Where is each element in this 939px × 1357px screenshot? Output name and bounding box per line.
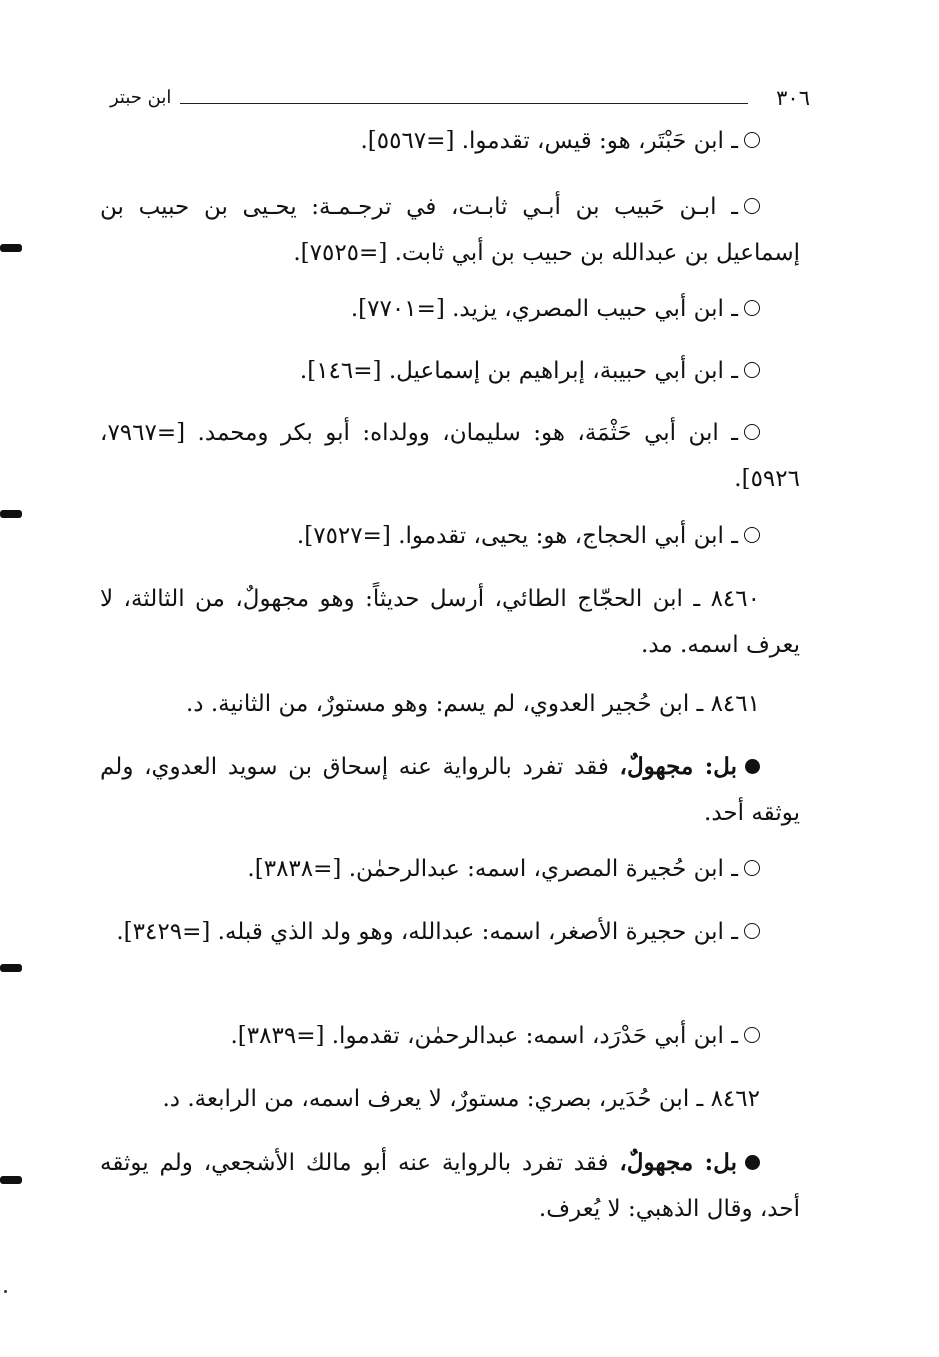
cross-reference-entry <box>100 410 800 502</box>
commentary-entry <box>100 1140 800 1232</box>
commentary-entry <box>100 744 800 836</box>
circle-bullet-icon <box>744 923 760 939</box>
entry-text: فقد تفرد بالرواية عنه أبو مالك الأشجعي، ولم يوثقه أحد، وقال الذهبي: لا يُعرف. <box>100 1150 800 1222</box>
entry-text: ـ ابن حَبْتَر، هو: قيس، تقدموا. [=٥٥٦٧]. <box>360 128 738 154</box>
entry-text: ـ ابن أبي حبيبة، إبراهيم بن إسماعيل. [=١٤٦]. <box>299 358 738 384</box>
circle-bullet-icon <box>744 527 760 543</box>
binding-mark <box>0 244 22 252</box>
entry-text: ـ ابن أبي حبيب المصري، يزيد. [=٧٧٠١]. <box>350 296 738 322</box>
circle-bullet-icon <box>744 424 760 440</box>
binding-mark <box>0 1176 22 1184</box>
circle-bullet-icon <box>744 860 760 876</box>
cross-reference-entry <box>100 286 800 332</box>
page-header <box>110 86 810 112</box>
entry-text: ٨٤٦٠ ـ ابن الحجّاج الطائي، أرسل حديثاً: وهو مجهولٌ، من الثالثة، لا يعرف اسمه. مد. <box>100 586 800 658</box>
circle-bullet-icon <box>744 300 760 316</box>
page-number: ٣٠٦ <box>776 86 810 110</box>
entry-text: ـ ابـن حَبيب بن أبـي ثابـت، في ترجـمـة: يحـيى بن حبيب بن إسماعيل بن عبدالله بن حبيب بن أبي ثابت. [=٧٥٢٥]. <box>100 194 800 266</box>
circle-bullet-icon <box>744 198 760 214</box>
cross-reference-entry <box>100 118 800 164</box>
header-rule <box>180 103 748 104</box>
entry-text: ٨٤٦١ ـ ابن حُجير العدوي، لم يسم: وهو مستورٌ، من الثانية. د. <box>186 691 760 717</box>
cross-reference-entry <box>100 348 800 394</box>
cross-reference-entry <box>100 1013 800 1059</box>
running-title: ابن حبتر <box>110 87 172 108</box>
entry-text: ـ ابن حجيرة الأصغر، اسمه: عبدالله، وهو ولد الذي قبله. [=٣٤٢٩]. <box>116 919 738 945</box>
numbered-entry <box>100 681 800 727</box>
commentary-lead: بل: مجهولٌ، <box>619 1149 737 1176</box>
entry-text: ـ ابن أبي حَثْمَة، هو: سليمان، وولداه: أبو بكر ومحمد. [=٧٩٦٧، ٥٩٢٦]. <box>100 420 800 492</box>
circle-bullet-icon <box>744 362 760 378</box>
cross-reference-entry <box>100 184 800 276</box>
circle-bullet-icon <box>744 1027 760 1043</box>
entry-text: فقد تفرد بالرواية عنه إسحاق بن سويد العدوي، ولم يوثقه أحد. <box>100 754 800 826</box>
circle-bullet-icon <box>744 132 760 148</box>
filled-circle-bullet-icon <box>745 759 760 774</box>
numbered-entry <box>100 1076 800 1122</box>
cross-reference-entry <box>100 909 800 955</box>
binding-mark <box>0 510 22 518</box>
cross-reference-entry <box>100 846 800 892</box>
entry-text: ـ ابن أبي الحجاج، هو: يحيى، تقدموا. [=٧٥٢٧]. <box>296 523 738 549</box>
binding-mark <box>0 964 22 972</box>
filled-circle-bullet-icon <box>745 1155 760 1170</box>
entry-text: ـ ابن حُجيرة المصري، اسمه: عبدالرحمٰن. [=٣٨٣٨]. <box>247 856 738 882</box>
numbered-entry <box>100 576 800 668</box>
entry-text: ـ ابن أبي حَدْرَد، اسمه: عبدالرحمٰن، تقدموا. [=٣٨٣٩]. <box>230 1023 738 1049</box>
scan-speck <box>4 1290 7 1293</box>
commentary-lead: بل: مجهولٌ، <box>619 753 737 780</box>
cross-reference-entry <box>100 513 800 559</box>
entry-text: ٨٤٦٢ ـ ابن حُدَير، بصري: مستورٌ، لا يعرف اسمه، من الرابعة. د. <box>162 1086 760 1112</box>
